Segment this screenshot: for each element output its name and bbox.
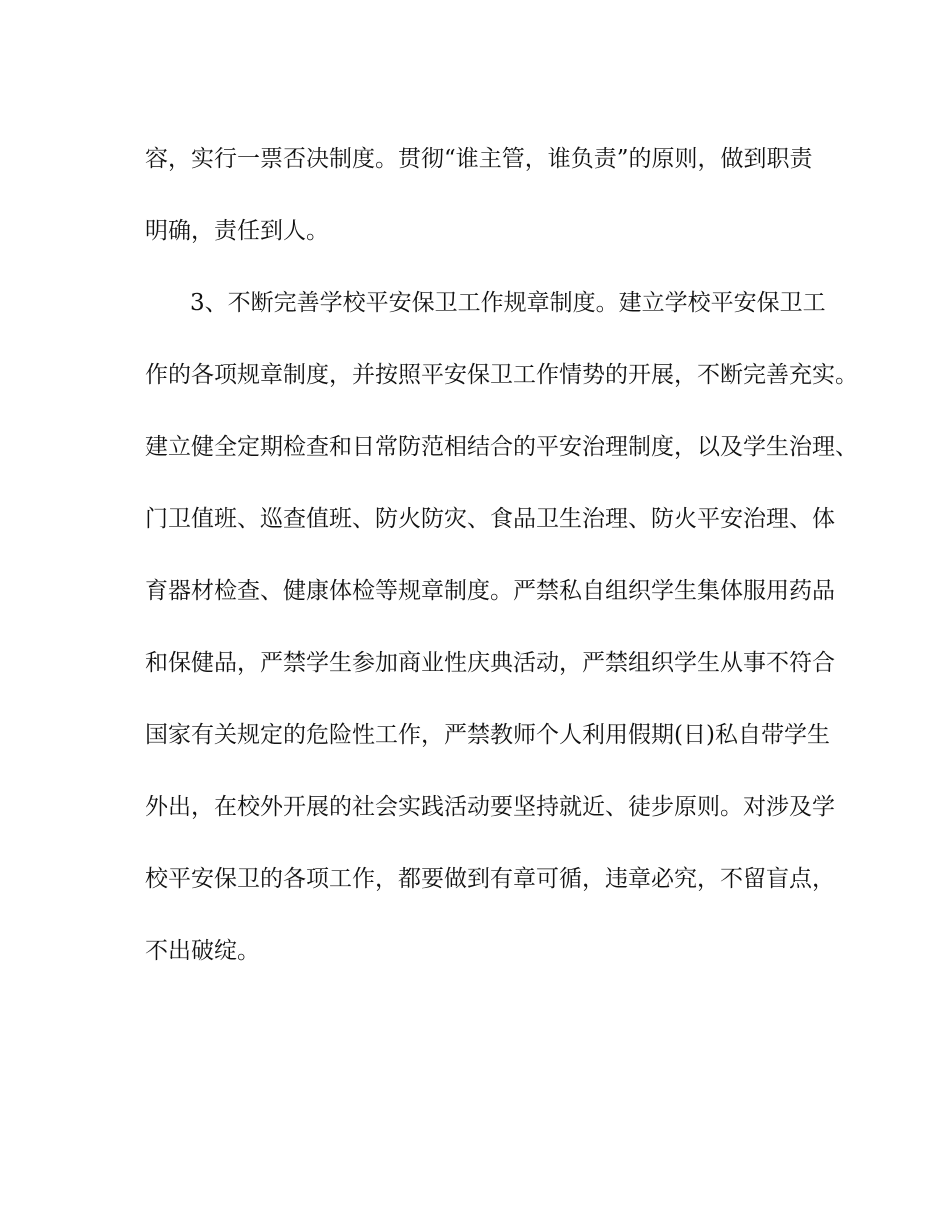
paragraph-line: 作的各项规章制度，并按照平安保卫工作情势的开展，不断完善充实。 bbox=[145, 362, 858, 388]
paragraph-line: 门卫值班、巡查值班、防火防灾、食品卫生治理、防火平安治理、体 bbox=[145, 506, 835, 532]
paragraph-line: 建立健全定期检查和日常防范相结合的平安治理制度，以及学生治理、 bbox=[145, 434, 858, 460]
paragraph-line: 育器材检查、健康体检等规章制度。严禁私自组织学生集体服用药品 bbox=[145, 578, 835, 604]
paragraph-line: 明确，责任到人。 bbox=[145, 218, 329, 244]
paragraph-line: 校平安保卫的各项工作，都要做到有章可循，违章必究，不留盲点， bbox=[145, 866, 835, 892]
paragraph-line: 3、不断完善学校平安保卫工作规章制度。建立学校平安保卫工 bbox=[190, 290, 826, 316]
paragraph-line: 和保健品，严禁学生参加商业性庆典活动，严禁组织学生从事不符合 bbox=[145, 650, 835, 676]
paragraph-line: 外出，在校外开展的社会实践活动要坚持就近、徒步原则。对涉及学 bbox=[145, 794, 835, 820]
paragraph-line: 国家有关规定的危险性工作，严禁教师个人利用假期(日)私自带学生 bbox=[145, 722, 830, 748]
paragraph-line: 容，实行一票否决制度。贯彻“谁主管，谁负责”的原则，做到职责 bbox=[145, 146, 813, 172]
paragraph-line: 不出破绽。 bbox=[145, 938, 260, 964]
